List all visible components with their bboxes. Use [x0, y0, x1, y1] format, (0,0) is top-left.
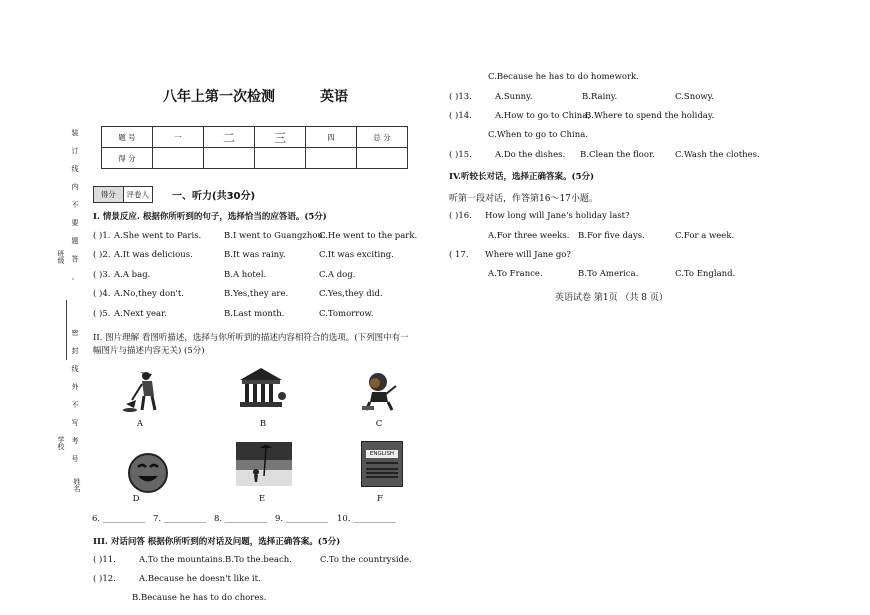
english-book-icon: [361, 441, 403, 487]
q15-number: ( )15.: [449, 150, 472, 160]
q16-number: ( )16.: [449, 211, 472, 221]
section1-title: 一、听力(共30分): [172, 191, 256, 202]
q13-option-c: C.Snowy.: [675, 92, 714, 102]
q1-number: ( )1.: [93, 231, 111, 241]
part2-heading-line1: II. 图片理解 看图听描述，选择与你所听到的描述内容相符合的选项。(下列图中有一: [93, 333, 409, 343]
name-label: 姓名: [73, 478, 81, 492]
binding-char: 封: [71, 347, 79, 355]
q2-option-c: C.It was exciting.: [319, 250, 394, 261]
binding-char: 装: [71, 129, 79, 137]
score-cell-total[interactable]: [357, 148, 408, 169]
part4-heading: IV.听较长对话，选择正确答案。(5分): [449, 172, 595, 182]
q12-option-c: C.Because he has to do homework.: [488, 72, 639, 82]
binding-char: 考: [71, 437, 79, 445]
q14-option-c: C.When to go to China.: [488, 130, 588, 140]
score-header-label: 题 号: [102, 127, 153, 148]
q11-option-c: C.To the countryside.: [320, 555, 412, 565]
q12-option-a: A.Because he doesn't like it.: [139, 574, 261, 584]
q3-option-b: B.A hotel.: [224, 269, 267, 280]
q4-option-c: C.Yes,they did.: [319, 289, 383, 300]
answer-blank-8[interactable]: 8. __________: [214, 514, 268, 524]
q11-option-a: A.To the mountains.: [139, 555, 226, 565]
q1-option-b: B.I went to Guangzhou.: [224, 231, 326, 241]
q2-option-b: B.It was rainy.: [224, 250, 286, 261]
score-cell-2[interactable]: [204, 148, 255, 169]
q1-option-c: C.He went to the park.: [319, 231, 418, 241]
child-playing-icon: [358, 370, 402, 414]
q3-number: ( )3.: [93, 269, 111, 280]
score-header-1: 一: [153, 127, 204, 148]
score-header-3: 三: [255, 127, 306, 148]
binding-char: 、: [71, 273, 79, 281]
part1-heading: I. 情景反应. 根据你所听到的句子，选择恰当的应答语。(5分): [93, 212, 327, 222]
q2-option-a: A.It was delicious.: [114, 250, 193, 261]
q13-option-b: B.Rainy.: [582, 92, 618, 102]
part4-intro: 听第一段对话，作答第16～17小题。: [449, 194, 598, 204]
score-table: [101, 126, 408, 169]
q17-option-c: C.To England.: [675, 269, 736, 279]
exam-subject: 英语: [320, 89, 348, 105]
score-cell-4[interactable]: [306, 148, 357, 169]
exam-title: 八年上第一次检测: [163, 89, 275, 105]
beach-scene-icon: [236, 442, 292, 486]
score-header-4: 四: [306, 127, 357, 148]
q3-option-a: A.A bag.: [114, 269, 151, 280]
q13-option-a: A.Sunny.: [495, 92, 533, 102]
score-header-total: 总 分: [357, 127, 408, 148]
grader-box: [93, 186, 153, 203]
pic-label-a: A: [136, 419, 144, 429]
grader-reviewer-label: 评卷人: [126, 190, 149, 199]
q14-option-a: A.How to go to China,: [495, 111, 591, 121]
q17-option-b: B.To America.: [578, 269, 639, 279]
smiley-face-icon: [126, 451, 170, 495]
q1-option-a: A.She went to Paris.: [114, 231, 202, 241]
part2-heading-line2: 幅图片与描述内容无关) (5分): [93, 346, 205, 356]
answer-blank-6[interactable]: 6. __________: [92, 514, 146, 524]
binding-char: 线: [71, 165, 79, 173]
q16-option-b: B.For five days.: [578, 231, 645, 241]
q5-option-b: B.Last month.: [224, 308, 285, 319]
binding-char: 线: [71, 365, 79, 373]
q4-option-a: A.No,they don't.: [114, 289, 185, 300]
pic-label-e: E: [258, 494, 266, 504]
q16-stem: How long will Jane's holiday last?: [485, 211, 630, 221]
binding-char: 内: [71, 183, 79, 191]
museum-building-icon: [236, 366, 286, 410]
q15-option-a: A.Do the dishes.: [495, 150, 566, 160]
q4-option-b: B.Yes,they are.: [224, 289, 289, 300]
school-label: 学校: [57, 436, 65, 450]
answer-blank-10[interactable]: 10. __________: [337, 514, 396, 524]
q11-number: ( )11.: [93, 555, 116, 565]
q16-option-a: A.For three weeks.: [488, 231, 570, 241]
class-label: 班级: [57, 250, 65, 264]
binding-char: 写: [71, 419, 79, 427]
person-sweeping-icon: [120, 370, 164, 414]
pic-label-f: F: [377, 494, 383, 504]
binding-char: 答: [71, 255, 79, 263]
q2-number: ( )2.: [93, 250, 111, 261]
book-cover-text: ENGLISH: [366, 450, 398, 458]
grader-score-label: 得分: [94, 187, 124, 202]
part3-heading: III. 对话问答 根据你所听到的对话及问题，选择正确答案。(5分): [93, 537, 341, 547]
q17-option-a: A.To France.: [488, 269, 543, 279]
binding-char: 号: [71, 455, 79, 463]
binding-line: [66, 300, 67, 360]
q5-option-c: C.Tomorrow.: [319, 308, 374, 319]
q13-number: ( )13.: [449, 92, 472, 102]
answer-blank-9[interactable]: 9. __________: [275, 514, 329, 524]
q5-option-a: A.Next year.: [114, 308, 167, 319]
binding-char: 外: [71, 383, 79, 391]
binding-char: 要: [71, 219, 79, 227]
q17-number: ( 17.: [449, 250, 469, 260]
binding-char: 订: [71, 147, 79, 155]
q5-number: ( )5.: [93, 308, 111, 319]
page-footer: 英语试卷 第1页 （共 8 页）: [555, 293, 668, 303]
pic-label-d: D: [132, 494, 140, 504]
pic-label-c: C: [375, 419, 383, 429]
q4-number: ( )4.: [93, 289, 111, 300]
q15-option-c: C.Wash the clothes.: [675, 150, 760, 160]
binding-char: 密: [71, 329, 79, 337]
score-header-2: 二: [204, 127, 255, 148]
q12-number: ( )12.: [93, 574, 116, 584]
q12-option-b: B.Because he has to do chores.: [132, 593, 267, 603]
q17-stem: Where will Jane go?: [485, 250, 571, 260]
binding-char: 题: [71, 237, 79, 245]
binding-char: 不: [71, 401, 79, 409]
score-cell-3[interactable]: [255, 148, 306, 169]
binding-char: 不: [71, 201, 79, 209]
q14-option-b: B.Where to spend the holiday.: [585, 111, 715, 121]
score-cell-1[interactable]: [153, 148, 204, 169]
q11-option-b: B.To the.beach.: [225, 555, 292, 565]
q14-number: ( )14.: [449, 111, 472, 121]
q3-option-c: C.A dog.: [319, 269, 356, 280]
score-row-label: 得 分: [102, 148, 153, 169]
q15-option-b: B.Clean the floor.: [580, 150, 655, 160]
answer-blank-7[interactable]: 7. __________: [153, 514, 207, 524]
pic-label-b: B: [259, 419, 267, 429]
q16-option-c: C.For a week.: [675, 231, 735, 241]
